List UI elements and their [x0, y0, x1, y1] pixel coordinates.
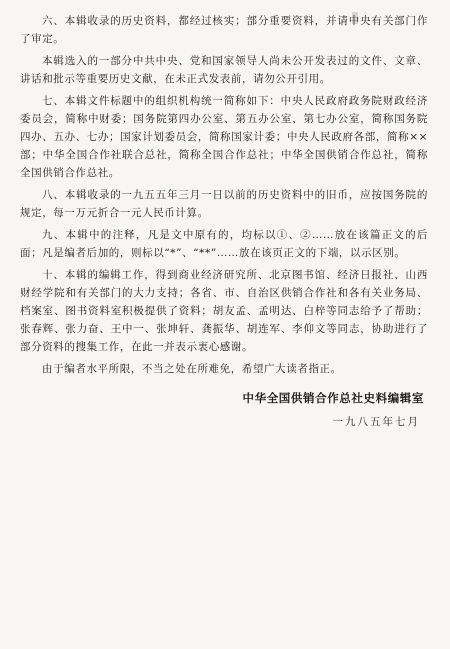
- paragraph-item-10: 十、本辑的编辑工作，得到商业经济研究所、北京图书馆、经济日报社、山西财经学院和有关部门的大力支持；各省、市、自治区供销合作社和各有关业务局、档案室、图书资料室积极提供了资料；胡友孟、孟明达、白梓等同志给予了帮助；张春辉、张力奋、王中一、张坤轩、龚振华、胡连军、李仰文等同志，协助进行了部分资料的搜集工作，在此一并表示衷心感谢。: [20, 269, 428, 353]
- document-body: [20, 12, 428, 382]
- paragraph-citation-note: 本辑选入的一部分中共中央、党和国家领导人尚未公开发表过的文件、文章、讲话和批示等重要历史文献，在未正式发表前，请勿公开引用。: [20, 55, 428, 85]
- paragraph-item-9: 九、本辑中的注释，凡是文中原有的，均标以①、②……放在该篇正文的后面；凡是编者后加的，则标以“*”、“**”……放在该页正文的下端，以示区别。: [20, 229, 428, 259]
- signature-date: 一九八五年七月: [332, 416, 420, 428]
- paragraph-item-7: 七、本辑文件标题中的组织机构统一简称如下：中央人民政府政务院财政经济委员会，简称中财委；国务院第四办公室、第五办公室、第七办公室，简称国务院四办、五办、七办；国家计划委员会，简称国家计委；中央人民政府各部，简称××部；中华全国合作社联合总社，简称全国合作总社；中华全国供销合作总社，简称全国供销合作总社。: [20, 95, 428, 179]
- signature-organization: 中华全国供销合作总社史料编辑室: [242, 391, 424, 405]
- paragraph-item-8: 八、本辑收录的一九五五年三月一日以前的历史资料中的旧币，应按国务院的规定，每一万元折合一元人民币计算。: [20, 189, 428, 219]
- paragraph-item-6: 六、本辑收录的历史资料，都经过核实；部分重要资料，并请中央有关部门作了审定。: [20, 15, 428, 45]
- paragraph-closing: 由于编者水平所限，不当之处在所难免，希望广大读者指正。: [42, 363, 342, 375]
